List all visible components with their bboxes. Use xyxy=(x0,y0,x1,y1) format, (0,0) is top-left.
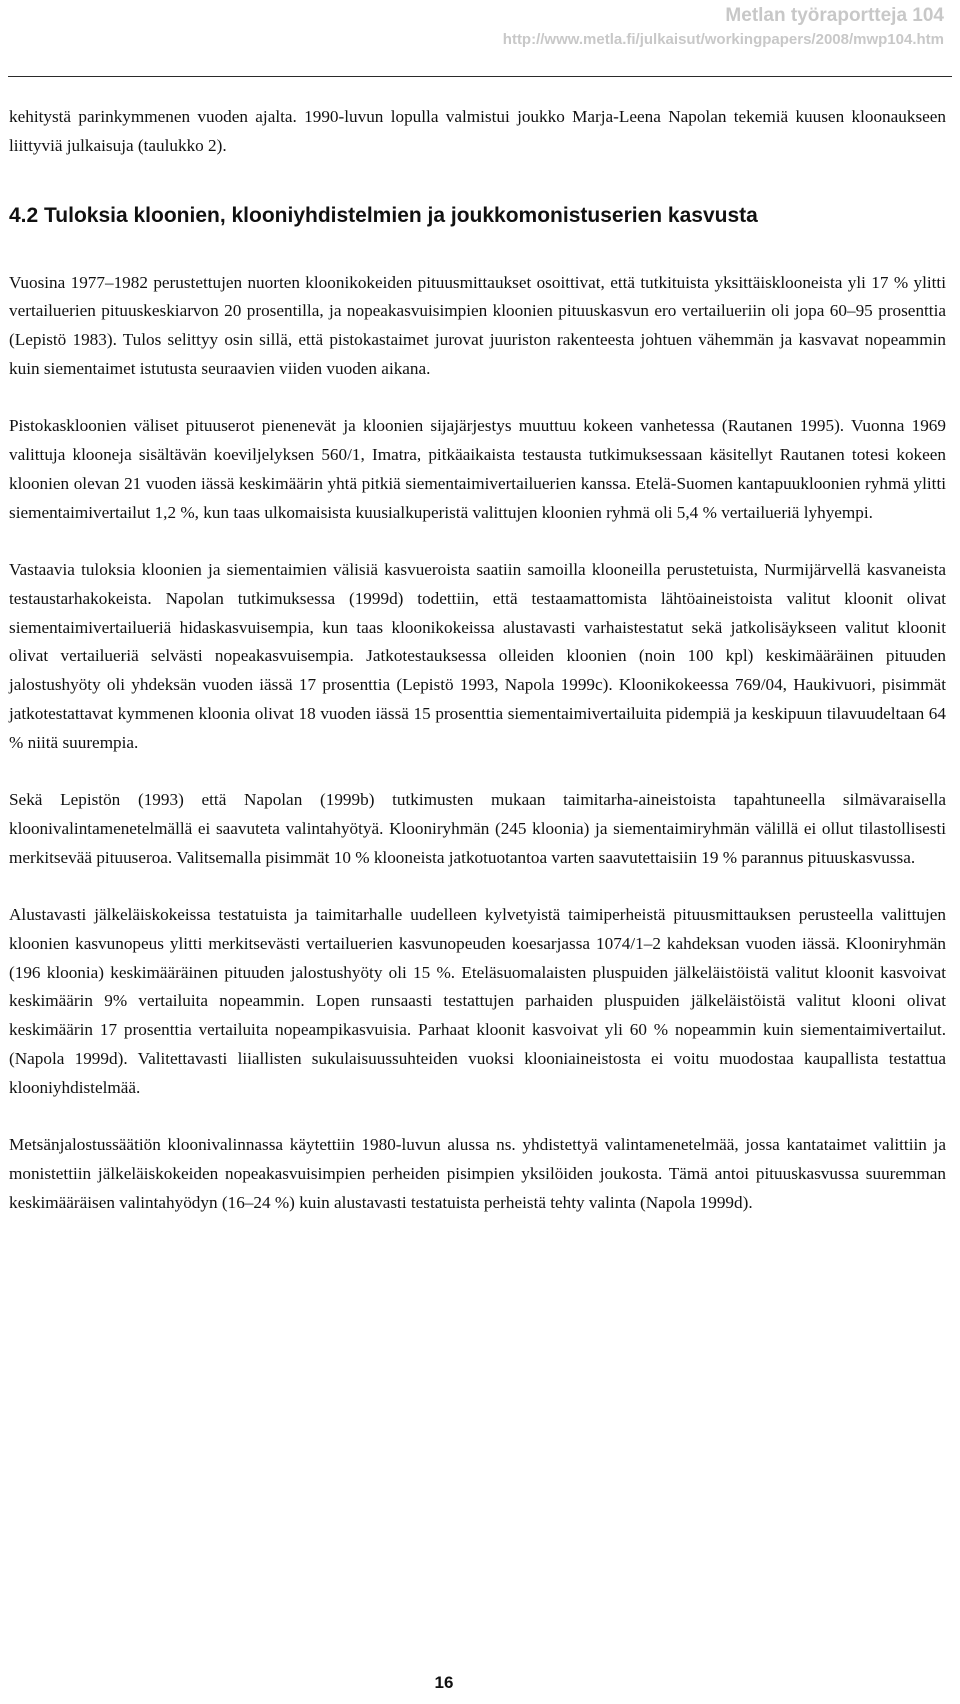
body-paragraph: Vastaavia tuloksia kloonien ja siementaimien välisiä kasvueroista saatiin samoilla klooneilla perustetuista, Nurmijärvellä kasvaneista testaustarhakokeista. Napolan tutkimuksessa (1999d) todettiin, että testaamattomista lähtöaineistoista valitut kloonit olivat siementaimivertailueriä hidaskasvuisempia, kun taas kloonikokeissa alustavasti varhaistestatut sekä jatkolisäykseen valitut kloonit olivat vertailueriä selvästi nopeakasvuisempia. Jatkotestauksessa olleiden kloonien (noin 100 kpl) keskimääräinen pituuden jalostushyöty oli yhdeksän vuoden iässä 17 prosenttia (Lepistö 1993, Napola 1999c). Kloonikokeessa 769/04, Haukivuori, pisimmät jatkotestattavat kymmenen kloonia olivat 18 vuoden iässä 15 prosenttia siementaimivertailuita pidempiä ja keskipuun tilavuudeltaan 64 % niitä suurempia. xyxy=(9,559,946,752)
publication-series-title: Metlan työraportteja 104 xyxy=(725,5,944,26)
body-paragraph: Vuosina 1977–1982 perustettujen nuorten kloonikokeiden pituusmittaukset osoittivat, että tutkituista yksittäisklooneista yli 17 % ylitti vertailuerien pituuskeskiarvon 20 prosentilla, ja nopeakasvuisimpien kloonien pituuskasvun ero vertailueriin oli jopa 60–95 prosenttia (Lepistö 1983). Tulos selittyy osin sillä, että pistokastaimet jurovat juuriston rakenteesta johtuen vähemmän ja kasvavat nopeammin kuin siementaimet istutusta seuraavien viiden vuoden aikana. xyxy=(9,272,946,378)
intro-paragraph: kehitystä parinkymmenen vuoden ajalta. 1990-luvun lopulla valmistui joukko Marja-Leena Napolan tekemiä kuusen kloonaukseen liittyviä julkaisuja (taulukko 2). xyxy=(9,107,946,155)
page-header xyxy=(344,2,944,50)
body-paragraph: Metsänjalostussäätiön kloonivalinnassa käytettiin 1980-luvun alussa ns. yhdistettyä valintamenetelmää, jossa kantataimet valittiin ja monistettiin jälkeläiskokeiden nopeakasvuisimpien perheiden pisimpien yksilöiden joukosta. Tämä antoi pituuskasvussa suuremman keskimääräisen valintahyödyn (16–24 %) kuin alustavasti testatuista perheistä tehty valinta (Napola 1999d). xyxy=(9,1135,946,1212)
section-heading: 4.2 Tuloksia kloonien, klooniyhdistelmien ja joukkomonistuserien kasvusta xyxy=(9,203,758,227)
body-paragraph: Pistokaskloonien väliset pituuserot pienenevät ja kloonien sijajärjestys muuttuu kokeen vanhetessa (Rautanen 1995). Vuonna 1969 valittuja klooneja sisältävän koeviljelyksen 560/1, Imatra, pitkäaikaista testausta tutkimuksessaan käsitellyt Rautanen totesi kokeen kloonien olevan 21 vuoden iässä keskimäärin yhtä pitkiä siementaimivertailuerien kanssa. Etelä-Suomen kantapuukloonien ryhmä ylitti siementaimivertailut 1,2 %, kun taas ulkomaisista kuusialkuperistä valittujen kloonien ryhmä oli 5,4 % vertailueriä lyhyempi. xyxy=(9,416,946,522)
document-body xyxy=(9,103,946,1246)
body-paragraph: Sekä Lepistön (1993) että Napolan (1999b) tutkimusten mukaan taimitarha-aineistoista tapahtuneella silmävaraisella kloonivalintamenetelmällä ei saavuteta valintahyötyä. Klooniryhmän (245 kloonia) ja siementaimiryhmän välillä ei ollut tilastollisesti merkitsevää pituuseroa. Valitsemalla pisimmät 10 % klooneista jatkotuotantoa varten saavutettaisiin 19 % parannus pituuskasvussa. xyxy=(9,790,946,867)
body-paragraph: Alustavasti jälkeläiskokeissa testatuista ja taimitarhalle uudelleen kylvetyistä taimiperheistä pituusmittauksen perusteella valittujen kloonien kasvunopeus ylitti merkitsevästi vertailuerien kasvunopeuden koesarjassa 1074/1–2 kahdeksan vuoden iässä. Klooniryhmän (196 kloonia) keskimääräinen pituuden jalostushyöty oli 15 %. Eteläsuomalaisten pluspuiden jälkeläistöistä valitut kloonit kasvoivat keskimäärin 9% vertailuita nopeammin. Lopen runsaasti testattujen parhaiden pluspuiden jälkeläistöistä valitut klooni olivat keskimäärin 17 prosenttia vertailuita nopeampikasvuisia. Parhaat kloonit kasvoivat yli 60 % nopeammin kuin siementaimivertailut. (Napola 1999d). Valitettavasti liiallisten sukulaisuussuhteiden vuoksi klooniaineistosta ei voitu muodostaa kaupallista testattua klooniyhdistelmää. xyxy=(9,904,946,1097)
page-number: 16 xyxy=(434,1673,454,1692)
header-divider xyxy=(8,76,952,77)
publication-url: http://www.metla.fi/julkaisut/workingpapers/2008/mwp104.htm xyxy=(502,31,944,48)
